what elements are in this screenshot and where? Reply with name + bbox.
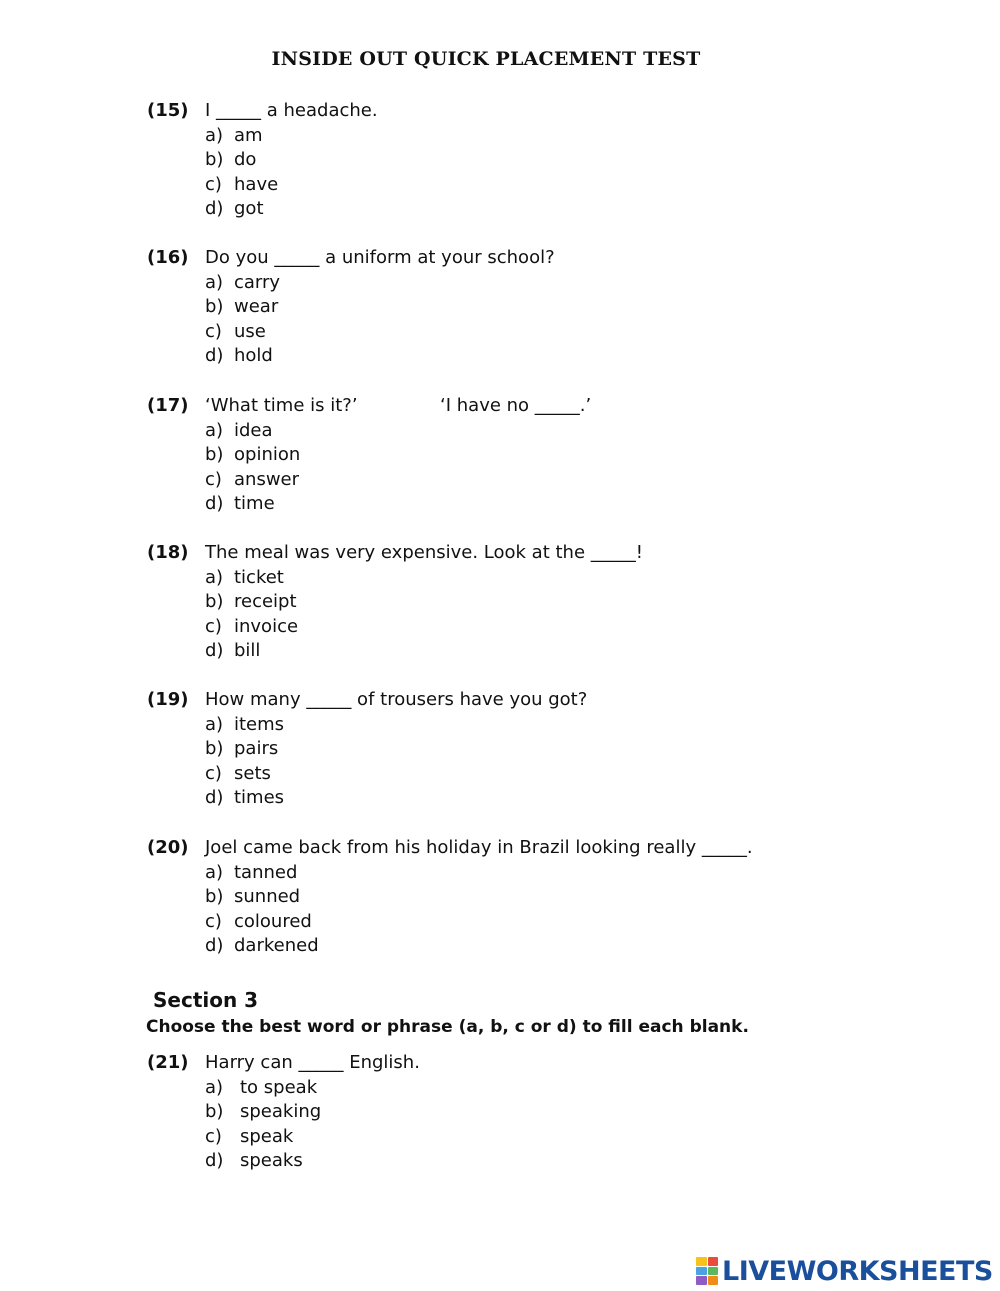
question-number: (17) xyxy=(147,395,189,416)
option-text: use xyxy=(234,320,266,342)
option-text: carry xyxy=(234,271,281,293)
option-letter: d) xyxy=(205,493,224,514)
option-letter: a) xyxy=(205,1076,224,1098)
option-letter: c) xyxy=(205,173,222,195)
option-letter: a) xyxy=(205,271,224,293)
option-text: sunned xyxy=(234,886,301,907)
option-letter: b) xyxy=(205,296,224,317)
option-text: do xyxy=(234,149,257,170)
option-letter: b) xyxy=(205,591,224,612)
option-text: coloured xyxy=(234,910,312,932)
option-text: ticket xyxy=(234,566,284,588)
option-text: items xyxy=(234,713,285,735)
option-text: invoice xyxy=(234,615,299,637)
section-instruction: Choose the best word or phrase (a, b, c or d) to fill each blank. xyxy=(146,1017,749,1037)
option-text: bill xyxy=(234,640,261,661)
logo-mark-icon xyxy=(696,1257,718,1285)
question-text: Harry can _____ English. xyxy=(205,1052,420,1073)
option-letter: b) xyxy=(205,738,224,759)
document-title: INSIDE OUT QUICK PLACEMENT TEST xyxy=(271,48,701,70)
option-text: sets xyxy=(234,762,271,784)
question-text-reply: ‘I have no _____.’ xyxy=(440,395,592,416)
question-text: Do you _____ a uniform at your school? xyxy=(205,247,555,268)
option-letter: c) xyxy=(205,910,222,932)
option-text: idea xyxy=(234,419,273,441)
option-text: hold xyxy=(234,345,273,366)
option-letter: b) xyxy=(205,149,224,170)
option-text: am xyxy=(234,124,263,146)
option-letter: c) xyxy=(205,615,222,637)
question-text: How many _____ of trousers have you got? xyxy=(205,689,588,710)
option-letter: a) xyxy=(205,124,224,146)
question-number: (19) xyxy=(147,689,189,710)
option-letter: d) xyxy=(205,198,224,219)
option-text: time xyxy=(234,493,275,514)
option-text: speaking xyxy=(240,1101,322,1122)
question-number: (15) xyxy=(147,100,189,121)
option-letter: a) xyxy=(205,713,224,735)
question-number: (20) xyxy=(147,837,189,858)
option-letter: c) xyxy=(205,320,222,342)
option-letter: a) xyxy=(205,419,224,441)
option-text: tanned xyxy=(234,861,298,883)
question-text: ‘What time is it?’ xyxy=(205,395,358,416)
option-text: speak xyxy=(240,1125,294,1147)
option-letter: a) xyxy=(205,566,224,588)
section-title: Section 3 xyxy=(153,988,259,1012)
option-letter: c) xyxy=(205,762,222,784)
question-text: Joel came back from his holiday in Brazil looking really _____. xyxy=(205,837,753,858)
option-letter: b) xyxy=(205,444,224,465)
question-text: The meal was very expensive. Look at the _____! xyxy=(205,542,643,563)
question-number: (21) xyxy=(147,1052,189,1073)
option-letter: b) xyxy=(205,886,224,907)
option-text: to speak xyxy=(240,1076,318,1098)
option-text: receipt xyxy=(234,591,297,612)
option-letter: c) xyxy=(205,1125,222,1147)
option-letter: b) xyxy=(205,1101,224,1122)
question-number: (18) xyxy=(147,542,189,563)
question-number: (16) xyxy=(147,247,189,268)
option-text: times xyxy=(234,787,285,808)
liveworksheets-logo[interactable] xyxy=(696,1254,993,1288)
question-text: I _____ a headache. xyxy=(205,100,378,121)
option-letter: d) xyxy=(205,787,224,808)
option-letter: d) xyxy=(205,345,224,366)
option-text: wear xyxy=(234,296,279,317)
option-letter: d) xyxy=(205,935,224,956)
option-letter: c) xyxy=(205,468,222,490)
option-text: darkened xyxy=(234,935,319,956)
option-text: speaks xyxy=(240,1150,303,1171)
option-letter: d) xyxy=(205,640,224,661)
option-text: answer xyxy=(234,468,300,490)
option-text: opinion xyxy=(234,444,301,465)
option-letter: d) xyxy=(205,1150,224,1171)
option-letter: a) xyxy=(205,861,224,883)
option-text: have xyxy=(234,173,279,195)
option-text: got xyxy=(234,198,264,219)
logo-text: LIVEWORKSHEETS xyxy=(722,1255,993,1287)
option-text: pairs xyxy=(234,738,279,759)
